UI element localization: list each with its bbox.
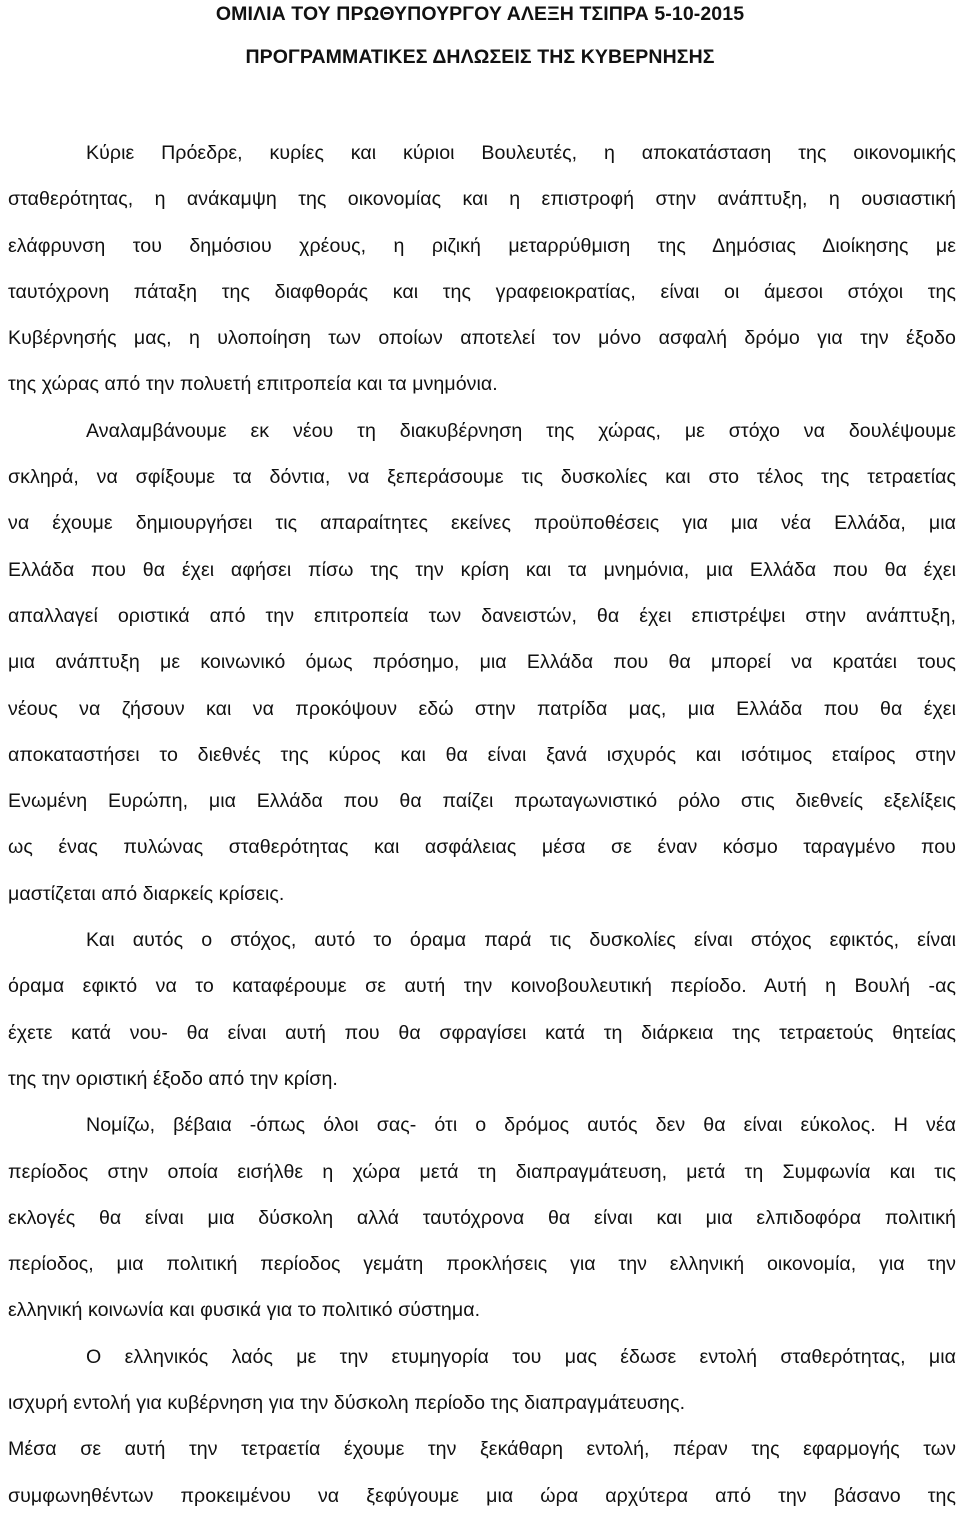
text-line: έχετε κατά νου- θα είναι αυτή που θα σφραγίσει κατά τη διάρκεια της τετραετούς θητείας bbox=[8, 1021, 956, 1044]
text-line: ελάφρυνση του δημόσιου χρέους, η ριζική μεταρρύθμιση της Δημόσιας Διοίκησης με bbox=[8, 234, 956, 257]
text-line: Ενωμένη Ευρώπη, μια Ελλάδα που θα παίζει πρωταγωνιστικό ρόλο στις διεθνείς εξελίξεις bbox=[8, 790, 956, 813]
document-subtitle: ΠΡΟΓΡΑΜΜΑΤΙΚΕΣ ΔΗΛΩΣΕΙΣ ΤΗΣ ΚΥΒΕΡΝΗΣΗΣ bbox=[245, 46, 715, 68]
text-line: Αναλαμβάνουμε εκ νέου τη διακυβέρνηση της χώρας, με στόχο να δουλέψουμε bbox=[86, 419, 956, 442]
document-body bbox=[8, 138, 956, 1527]
text-line: μαστίζεται από διαρκείς κρίσεις. bbox=[8, 882, 285, 905]
text-line: Και αυτός ο στόχος, αυτό το όραμα παρά τις δυσκολίες είναι στόχος εφικτός, είναι bbox=[86, 929, 956, 952]
text-line: ελληνική κοινωνία και φυσικά για το πολιτικό σύστημα. bbox=[8, 1299, 481, 1322]
text-line: Ο ελληνικός λαός με την ετυμηγορία του μας έδωσε εντολή σταθερότητας, μια bbox=[86, 1345, 956, 1368]
text-line: όραμα εφικτό να το καταφέρουμε σε αυτή την κοινοβουλευτική περίοδο. Αυτή η Βουλή -ας bbox=[8, 975, 956, 998]
text-line: ταυτόχρονη πάταξη της διαφθοράς και της γραφειοκρατίας, είναι οι άμεσοι στόχοι της bbox=[8, 280, 956, 303]
text-line: Ελλάδα που θα έχει αφήσει πίσω της την κρίση και τα μνημόνια, μια Ελλάδα που θα έχει bbox=[8, 558, 956, 581]
text-line: απαλλαγεί οριστικά από την επιτροπεία των δανειστών, θα έχει επιστρέψει στην ανάπτυξη, bbox=[8, 604, 956, 627]
text-line: περίοδος στην οποία εισήλθε η χώρα μετά τη διαπραγμάτευση, μετά τη Συμφωνία και τις bbox=[8, 1160, 956, 1183]
text-line: εκλογές θα είναι μια δύσκολη αλλά ταυτόχρονα θα είναι και μια ελπιδοφόρα πολιτική bbox=[8, 1206, 956, 1229]
text-line: Κύριε Πρόεδρε, κυρίες και κύριοι Βουλευτές, η αποκατάσταση της οικονομικής bbox=[86, 142, 956, 164]
text-line: αποκαταστήσει το διεθνές της κύρος και θα είναι ξανά ισχυρός και ισότιμος εταίρος στην bbox=[8, 743, 956, 766]
text-line: Νομίζω, βέβαια -όπως όλοι σας- ότι ο δρόμος αυτός δεν θα είναι εύκολος. Η νέα bbox=[86, 1114, 956, 1137]
text-line: σκληρά, να σφίξουμε τα δόντια, να ξεπεράσουμε τις δυσκολίες και στο τέλος της τετραετίας bbox=[8, 466, 956, 489]
text-line: της χώρας από την πολυετή επιτροπεία και τα μνημόνια. bbox=[8, 373, 498, 396]
text-line: ως ένας πυλώνας σταθερότητας και ασφάλειας μέσα σε έναν κόσμο ταραγμένο που bbox=[8, 836, 956, 859]
text-line: Κυβέρνησής μας, η υλοποίηση των οποίων αποτελεί τον μόνο ασφαλή δρόμο για την έξοδο bbox=[8, 327, 956, 350]
text-line: σταθερότητας, η ανάκαμψη της οικονομίας και η επιστροφή στην ανάπτυξη, η ουσιαστική bbox=[8, 188, 956, 211]
text-line: της την οριστική έξοδο από την κρίση. bbox=[8, 1067, 338, 1090]
text-line: συμφωνηθέντων προκειμένου να ξεφύγουμε μια ώρα αρχύτερα από την βάσανο της bbox=[8, 1484, 956, 1507]
text-line: ισχυρή εντολή για κυβέρνηση για την δύσκολη περίοδο της διαπραγμάτευσης. bbox=[8, 1392, 686, 1415]
text-line: μια ανάπτυξη με κοινωνικό όμως πρόσημο, μια Ελλάδα που θα μπορεί να κρατάει τους bbox=[8, 651, 956, 674]
text-line: Μέσα σε αυτή την τετραετία έχουμε την ξεκάθαρη εντολή, πέραν της εφαρμογής των bbox=[8, 1438, 956, 1461]
document-title: ΟΜΙΛΙΑ ΤΟΥ ΠΡΩΘΥΠΟΥΡΓΟΥ ΑΛΕΞΗ ΤΣΙΠΡΑ 5-10-2015 bbox=[215, 3, 745, 25]
text-line: νέους να ζήσουν και να προκόψουν εδώ στην πατρίδα μας, μια Ελλάδα που θα έχει bbox=[8, 697, 956, 720]
text-line: να έχουμε δημιουργήσει τις απαραίτητες εκείνες προϋποθέσεις για μια νέα Ελλάδα, μια bbox=[8, 512, 956, 535]
text-line: περίοδος, μια πολιτική περίοδος γεμάτη προκλήσεις για την ελληνική οικονομία, για την bbox=[8, 1253, 956, 1276]
